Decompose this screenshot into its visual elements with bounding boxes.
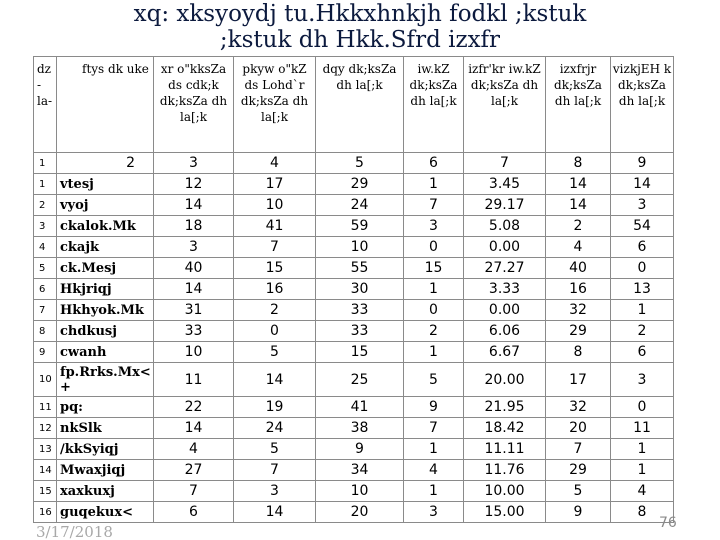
district-name-cell: pq: (57, 397, 154, 418)
table-row (34, 300, 674, 321)
district-name-cell: cwanh (57, 342, 154, 363)
total-works-cell: 9 (316, 439, 404, 460)
column-number: 1 (34, 153, 57, 174)
district-name-cell: nkSlk (57, 418, 154, 439)
percent-completed-cell: 29.17 (464, 195, 546, 216)
total-works-cell: 33 (316, 300, 404, 321)
table-row (34, 502, 674, 523)
total-works-cell: 25 (316, 363, 404, 397)
district-name-cell: vyoj (57, 195, 154, 216)
sr-no-cell: 5 (34, 258, 57, 279)
header-completed-works: iw.kZ dk;ksZa dh la[;k (404, 57, 464, 153)
progress-table (33, 56, 674, 523)
district-name-cell: guqekux< (57, 502, 154, 523)
completed-works-cell: 15 (404, 258, 464, 279)
sr-no-cell: 11 (34, 397, 57, 418)
sanctioned-works-cell: 16 (234, 279, 316, 300)
total-works-cell: 59 (316, 216, 404, 237)
in-progress-works-cell: 32 (546, 300, 611, 321)
completed-works-cell: 7 (404, 195, 464, 216)
sr-no-cell: 10 (34, 363, 57, 397)
sanctioned-works-cell: 2 (234, 300, 316, 321)
table-row (34, 481, 674, 502)
not-started-works-cell: 1 (611, 439, 674, 460)
in-progress-works-cell: 29 (546, 321, 611, 342)
table-row (34, 460, 674, 481)
table-row (34, 363, 674, 397)
total-works-cell: 41 (316, 397, 404, 418)
sr-no-cell: 8 (34, 321, 57, 342)
percent-completed-cell: 6.06 (464, 321, 546, 342)
sanctioned-works-cell: 15 (234, 258, 316, 279)
sanctioned-works-cell: 17 (234, 174, 316, 195)
in-progress-works-cell: 16 (546, 279, 611, 300)
pending-works-cell: 27 (154, 460, 234, 481)
header-sanctioned-works: pkyw o"kZ ds Lohd`r dk;ksZa dh la[;k (234, 57, 316, 153)
pending-works-cell: 11 (154, 363, 234, 397)
sanctioned-works-cell: 3 (234, 481, 316, 502)
not-started-works-cell: 6 (611, 342, 674, 363)
district-name-cell: fp.Rrks.Mx< + (57, 363, 154, 397)
completed-works-cell: 5 (404, 363, 464, 397)
total-works-cell: 30 (316, 279, 404, 300)
not-started-works-cell: 3 (611, 195, 674, 216)
sanctioned-works-cell: 5 (234, 342, 316, 363)
not-started-works-cell: 8 (611, 502, 674, 523)
sr-no-cell: 7 (34, 300, 57, 321)
sr-no-cell: 16 (34, 502, 57, 523)
sanctioned-works-cell: 7 (234, 237, 316, 258)
pending-works-cell: 10 (154, 342, 234, 363)
district-name-cell: /kkSyiqj (57, 439, 154, 460)
total-works-cell: 10 (316, 481, 404, 502)
not-started-works-cell: 0 (611, 258, 674, 279)
title-line-2: ;kstuk dh Hkk.Sfrd izxfr (219, 27, 501, 53)
in-progress-works-cell: 7 (546, 439, 611, 460)
percent-completed-cell: 6.67 (464, 342, 546, 363)
pending-works-cell: 14 (154, 279, 234, 300)
column-number: 9 (611, 153, 674, 174)
pending-works-cell: 12 (154, 174, 234, 195)
district-name-cell: xaxkuxj (57, 481, 154, 502)
completed-works-cell: 2 (404, 321, 464, 342)
table-row (34, 258, 674, 279)
pending-works-cell: 3 (154, 237, 234, 258)
percent-completed-cell: 0.00 (464, 237, 546, 258)
not-started-works-cell: 54 (611, 216, 674, 237)
in-progress-works-cell: 5 (546, 481, 611, 502)
table-row (34, 342, 674, 363)
not-started-works-cell: 1 (611, 300, 674, 321)
total-works-cell: 10 (316, 237, 404, 258)
not-started-works-cell: 14 (611, 174, 674, 195)
pending-works-cell: 7 (154, 481, 234, 502)
district-name-cell: Mwaxjiqj (57, 460, 154, 481)
sanctioned-works-cell: 41 (234, 216, 316, 237)
sr-no-cell: 9 (34, 342, 57, 363)
in-progress-works-cell: 14 (546, 195, 611, 216)
completed-works-cell: 1 (404, 174, 464, 195)
percent-completed-cell: 11.76 (464, 460, 546, 481)
percent-completed-cell: 15.00 (464, 502, 546, 523)
sanctioned-works-cell: 10 (234, 195, 316, 216)
completed-works-cell: 0 (404, 237, 464, 258)
sanctioned-works-cell: 24 (234, 418, 316, 439)
sanctioned-works-cell: 19 (234, 397, 316, 418)
percent-completed-cell: 3.33 (464, 279, 546, 300)
district-name-cell: ckajk (57, 237, 154, 258)
completed-works-cell: 1 (404, 439, 464, 460)
sr-no-cell: 3 (34, 216, 57, 237)
in-progress-works-cell: 20 (546, 418, 611, 439)
in-progress-works-cell: 4 (546, 237, 611, 258)
pending-works-cell: 6 (154, 502, 234, 523)
in-progress-works-cell: 17 (546, 363, 611, 397)
table-row (34, 439, 674, 460)
completed-works-cell: 0 (404, 300, 464, 321)
sr-no-cell: 6 (34, 279, 57, 300)
district-name-cell: ck.Mesj (57, 258, 154, 279)
header-percent-completed: izfr'kr iw.kZ dk;ksZa dh la[;k (464, 57, 546, 153)
in-progress-works-cell: 8 (546, 342, 611, 363)
percent-completed-cell: 10.00 (464, 481, 546, 502)
sanctioned-works-cell: 14 (234, 502, 316, 523)
not-started-works-cell: 3 (611, 363, 674, 397)
district-name-cell: vtesj (57, 174, 154, 195)
total-works-cell: 55 (316, 258, 404, 279)
in-progress-works-cell: 2 (546, 216, 611, 237)
page-number: 76 (659, 515, 677, 531)
percent-completed-cell: 0.00 (464, 300, 546, 321)
total-works-cell: 24 (316, 195, 404, 216)
not-started-works-cell: 4 (611, 481, 674, 502)
header-pending-works: xr o"kksZa ds cdk;k dk;ksZa dh la[;k (154, 57, 234, 153)
percent-completed-cell: 21.95 (464, 397, 546, 418)
district-name-cell: ckalok.Mk (57, 216, 154, 237)
percent-completed-cell: 3.45 (464, 174, 546, 195)
sanctioned-works-cell: 14 (234, 363, 316, 397)
sr-no-cell: 12 (34, 418, 57, 439)
sanctioned-works-cell: 7 (234, 460, 316, 481)
header-in-progress-works: izxfrjr dk;ksZa dh la[;k (546, 57, 611, 153)
column-number: 8 (546, 153, 611, 174)
in-progress-works-cell: 32 (546, 397, 611, 418)
pending-works-cell: 31 (154, 300, 234, 321)
column-number: 5 (316, 153, 404, 174)
total-works-cell: 38 (316, 418, 404, 439)
sr-no-cell: 14 (34, 460, 57, 481)
in-progress-works-cell: 40 (546, 258, 611, 279)
column-number: 4 (234, 153, 316, 174)
in-progress-works-cell: 29 (546, 460, 611, 481)
pending-works-cell: 14 (154, 195, 234, 216)
not-started-works-cell: 13 (611, 279, 674, 300)
district-name-cell: Hkhyok.Mk (57, 300, 154, 321)
total-works-cell: 33 (316, 321, 404, 342)
table-row (34, 418, 674, 439)
percent-completed-cell: 27.27 (464, 258, 546, 279)
table-row (34, 195, 674, 216)
table-row (34, 397, 674, 418)
completed-works-cell: 7 (404, 418, 464, 439)
pending-works-cell: 33 (154, 321, 234, 342)
pending-works-cell: 18 (154, 216, 234, 237)
column-number: 7 (464, 153, 546, 174)
not-started-works-cell: 0 (611, 397, 674, 418)
percent-completed-cell: 5.08 (464, 216, 546, 237)
title-line-1: xq: xksyoydj tu.Hkkxhnkjh fodkl ;kstuk (133, 1, 587, 27)
not-started-works-cell: 1 (611, 460, 674, 481)
column-number-row (34, 153, 674, 174)
completed-works-cell: 9 (404, 397, 464, 418)
district-name-cell: Hkjriqj (57, 279, 154, 300)
sr-no-cell: 15 (34, 481, 57, 502)
pending-works-cell: 40 (154, 258, 234, 279)
total-works-cell: 15 (316, 342, 404, 363)
completed-works-cell: 3 (404, 502, 464, 523)
sr-no-cell: 1 (34, 174, 57, 195)
pending-works-cell: 4 (154, 439, 234, 460)
total-works-cell: 29 (316, 174, 404, 195)
sr-no-cell: 2 (34, 195, 57, 216)
footer-date: 3/17/2018 (36, 523, 113, 540)
slide-title (0, 0, 720, 53)
percent-completed-cell: 18.42 (464, 418, 546, 439)
completed-works-cell: 1 (404, 279, 464, 300)
total-works-cell: 34 (316, 460, 404, 481)
total-works-cell: 20 (316, 502, 404, 523)
completed-works-cell: 1 (404, 481, 464, 502)
not-started-works-cell: 11 (611, 418, 674, 439)
table-header-row (34, 57, 674, 153)
column-number: 3 (154, 153, 234, 174)
district-name-cell: chdkusj (57, 321, 154, 342)
header-total-works: dqy dk;ksZa dh la[;k (316, 57, 404, 153)
table-row (34, 216, 674, 237)
header-sr-no: dz - la- (34, 57, 57, 153)
not-started-works-cell: 2 (611, 321, 674, 342)
header-district-name: ftys dk uke (57, 57, 154, 153)
sr-no-cell: 4 (34, 237, 57, 258)
table-row (34, 174, 674, 195)
in-progress-works-cell: 9 (546, 502, 611, 523)
pending-works-cell: 14 (154, 418, 234, 439)
pending-works-cell: 22 (154, 397, 234, 418)
sanctioned-works-cell: 0 (234, 321, 316, 342)
table-row (34, 237, 674, 258)
percent-completed-cell: 20.00 (464, 363, 546, 397)
completed-works-cell: 4 (404, 460, 464, 481)
not-started-works-cell: 6 (611, 237, 674, 258)
header-not-started-works: vizkjEH k dk;ksZa dh la[;k (611, 57, 674, 153)
sr-no-cell: 13 (34, 439, 57, 460)
column-number: 6 (404, 153, 464, 174)
table-row (34, 279, 674, 300)
percent-completed-cell: 11.11 (464, 439, 546, 460)
table-row (34, 321, 674, 342)
column-number: 2 (57, 153, 154, 174)
in-progress-works-cell: 14 (546, 174, 611, 195)
completed-works-cell: 1 (404, 342, 464, 363)
sanctioned-works-cell: 5 (234, 439, 316, 460)
completed-works-cell: 3 (404, 216, 464, 237)
